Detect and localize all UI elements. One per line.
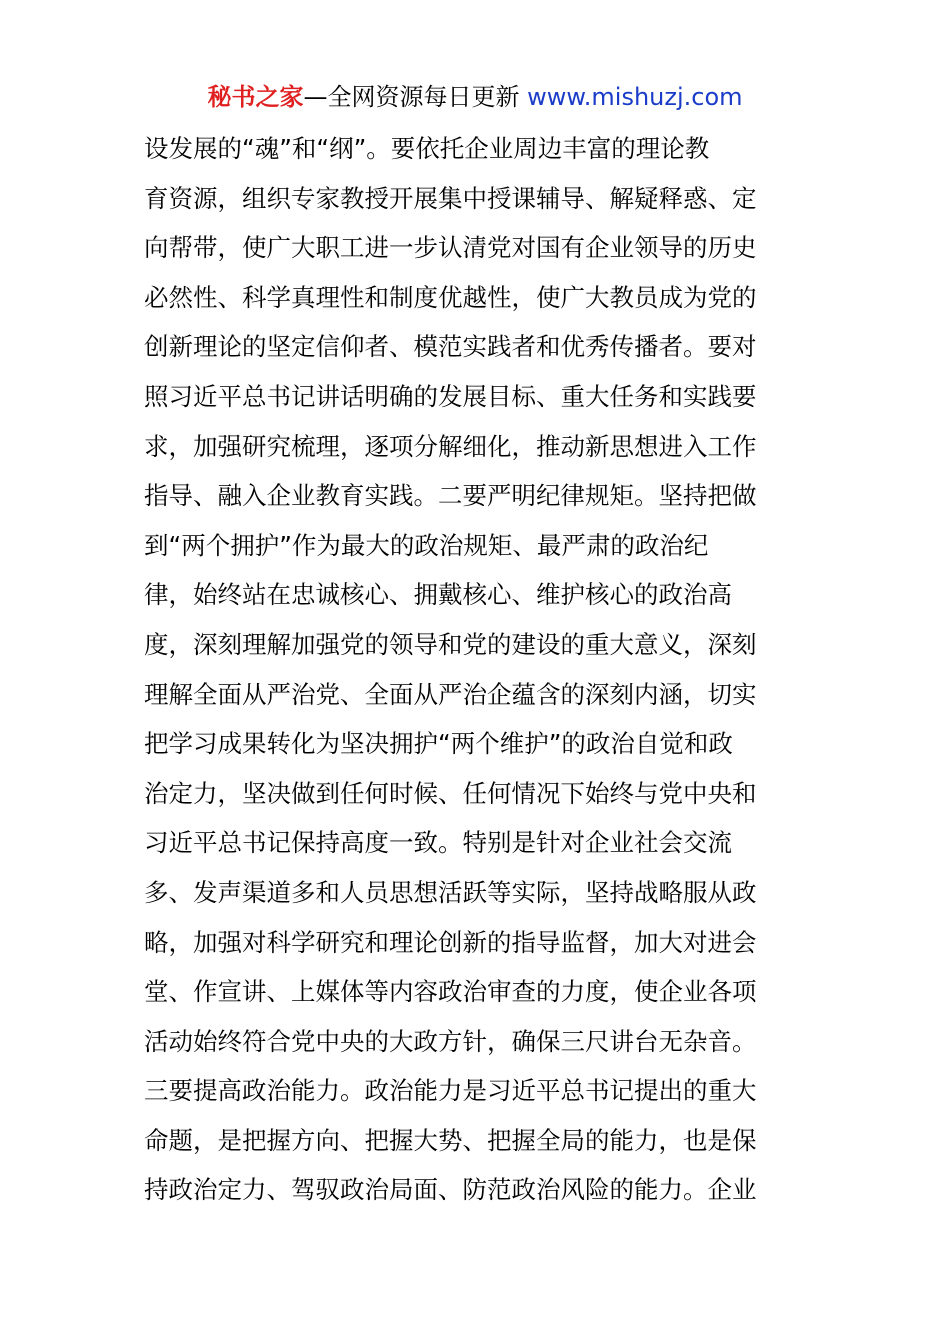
text-line: 多、发声渠道多和人员思想活跃等实际，坚持战略服从政 — [144, 877, 757, 907]
text-line: 习近平总书记保持高度一致。特别是针对企业社会交流 — [144, 828, 732, 858]
text-line: 律，始终站在忠诚核心、拥戴核心、维护核心的政治高 — [144, 580, 732, 610]
text-line: 指导、融入企业教育实践。二要严明纪律规矩。坚持把做 — [144, 481, 757, 511]
text-line: 理解全面从严治党、全面从严治企蕴含的深刻内涵，切实 — [144, 679, 757, 709]
text-line: 活动始终符合党中央的大政方针，确保三尺讲台无杂音。 — [144, 1026, 757, 1056]
text-line: 设发展的“魂”和“纲”。要依托企业周边丰富的理论教 — [144, 134, 710, 163]
text-line: 到“两个拥护”作为最大的政治规矩、最严肃的政治纪 — [144, 530, 709, 560]
text-line: 必然性、科学真理性和制度优越性，使广大教员成为党的 — [144, 282, 757, 312]
text-line: 治定力，坚决做到任何时候、任何情况下始终与党中央和 — [144, 778, 757, 808]
site-tagline: —全网资源每日更新 — [303, 83, 520, 111]
text-line: 命题，是把握方向、把握大势、把握全局的能力，也是保 — [144, 1125, 757, 1155]
site-header — [0, 82, 950, 112]
site-url-link[interactable]: www.mishuzj.com — [527, 83, 743, 111]
text-line: 略，加强对科学研究和理论创新的指导监督，加大对进会 — [144, 927, 757, 957]
text-line: 求，加强研究梳理，逐项分解细化，推动新思想进入工作 — [144, 431, 757, 461]
site-brand: 秘书之家 — [207, 83, 304, 111]
text-line: 度，深刻理解加强党的领导和党的建设的重大意义，深刻 — [144, 629, 757, 659]
text-line: 持政治定力、驾驭政治局面、防范政治风险的能力。企业 — [144, 1175, 757, 1205]
text-line: 育资源，组织专家教授开展集中授课辅导、解疑释惑、定 — [144, 183, 757, 213]
text-line: 照习近平总书记讲话明确的发展目标、重大任务和实践要 — [144, 381, 757, 411]
document-body — [144, 124, 808, 1215]
text-line: 创新理论的坚定信仰者、模范实践者和优秀传播者。要对 — [144, 332, 757, 362]
text-line: 三要提高政治能力。政治能力是习近平总书记提出的重大 — [144, 1076, 757, 1106]
text-line: 向帮带，使广大职工进一步认清党对国有企业领导的历史 — [144, 233, 757, 263]
text-line: 把学习成果转化为坚决拥护“两个维护”的政治自觉和政 — [144, 729, 733, 759]
text-line: 堂、作宣讲、上媒体等内容政治审查的力度，使企业各项 — [144, 977, 757, 1007]
